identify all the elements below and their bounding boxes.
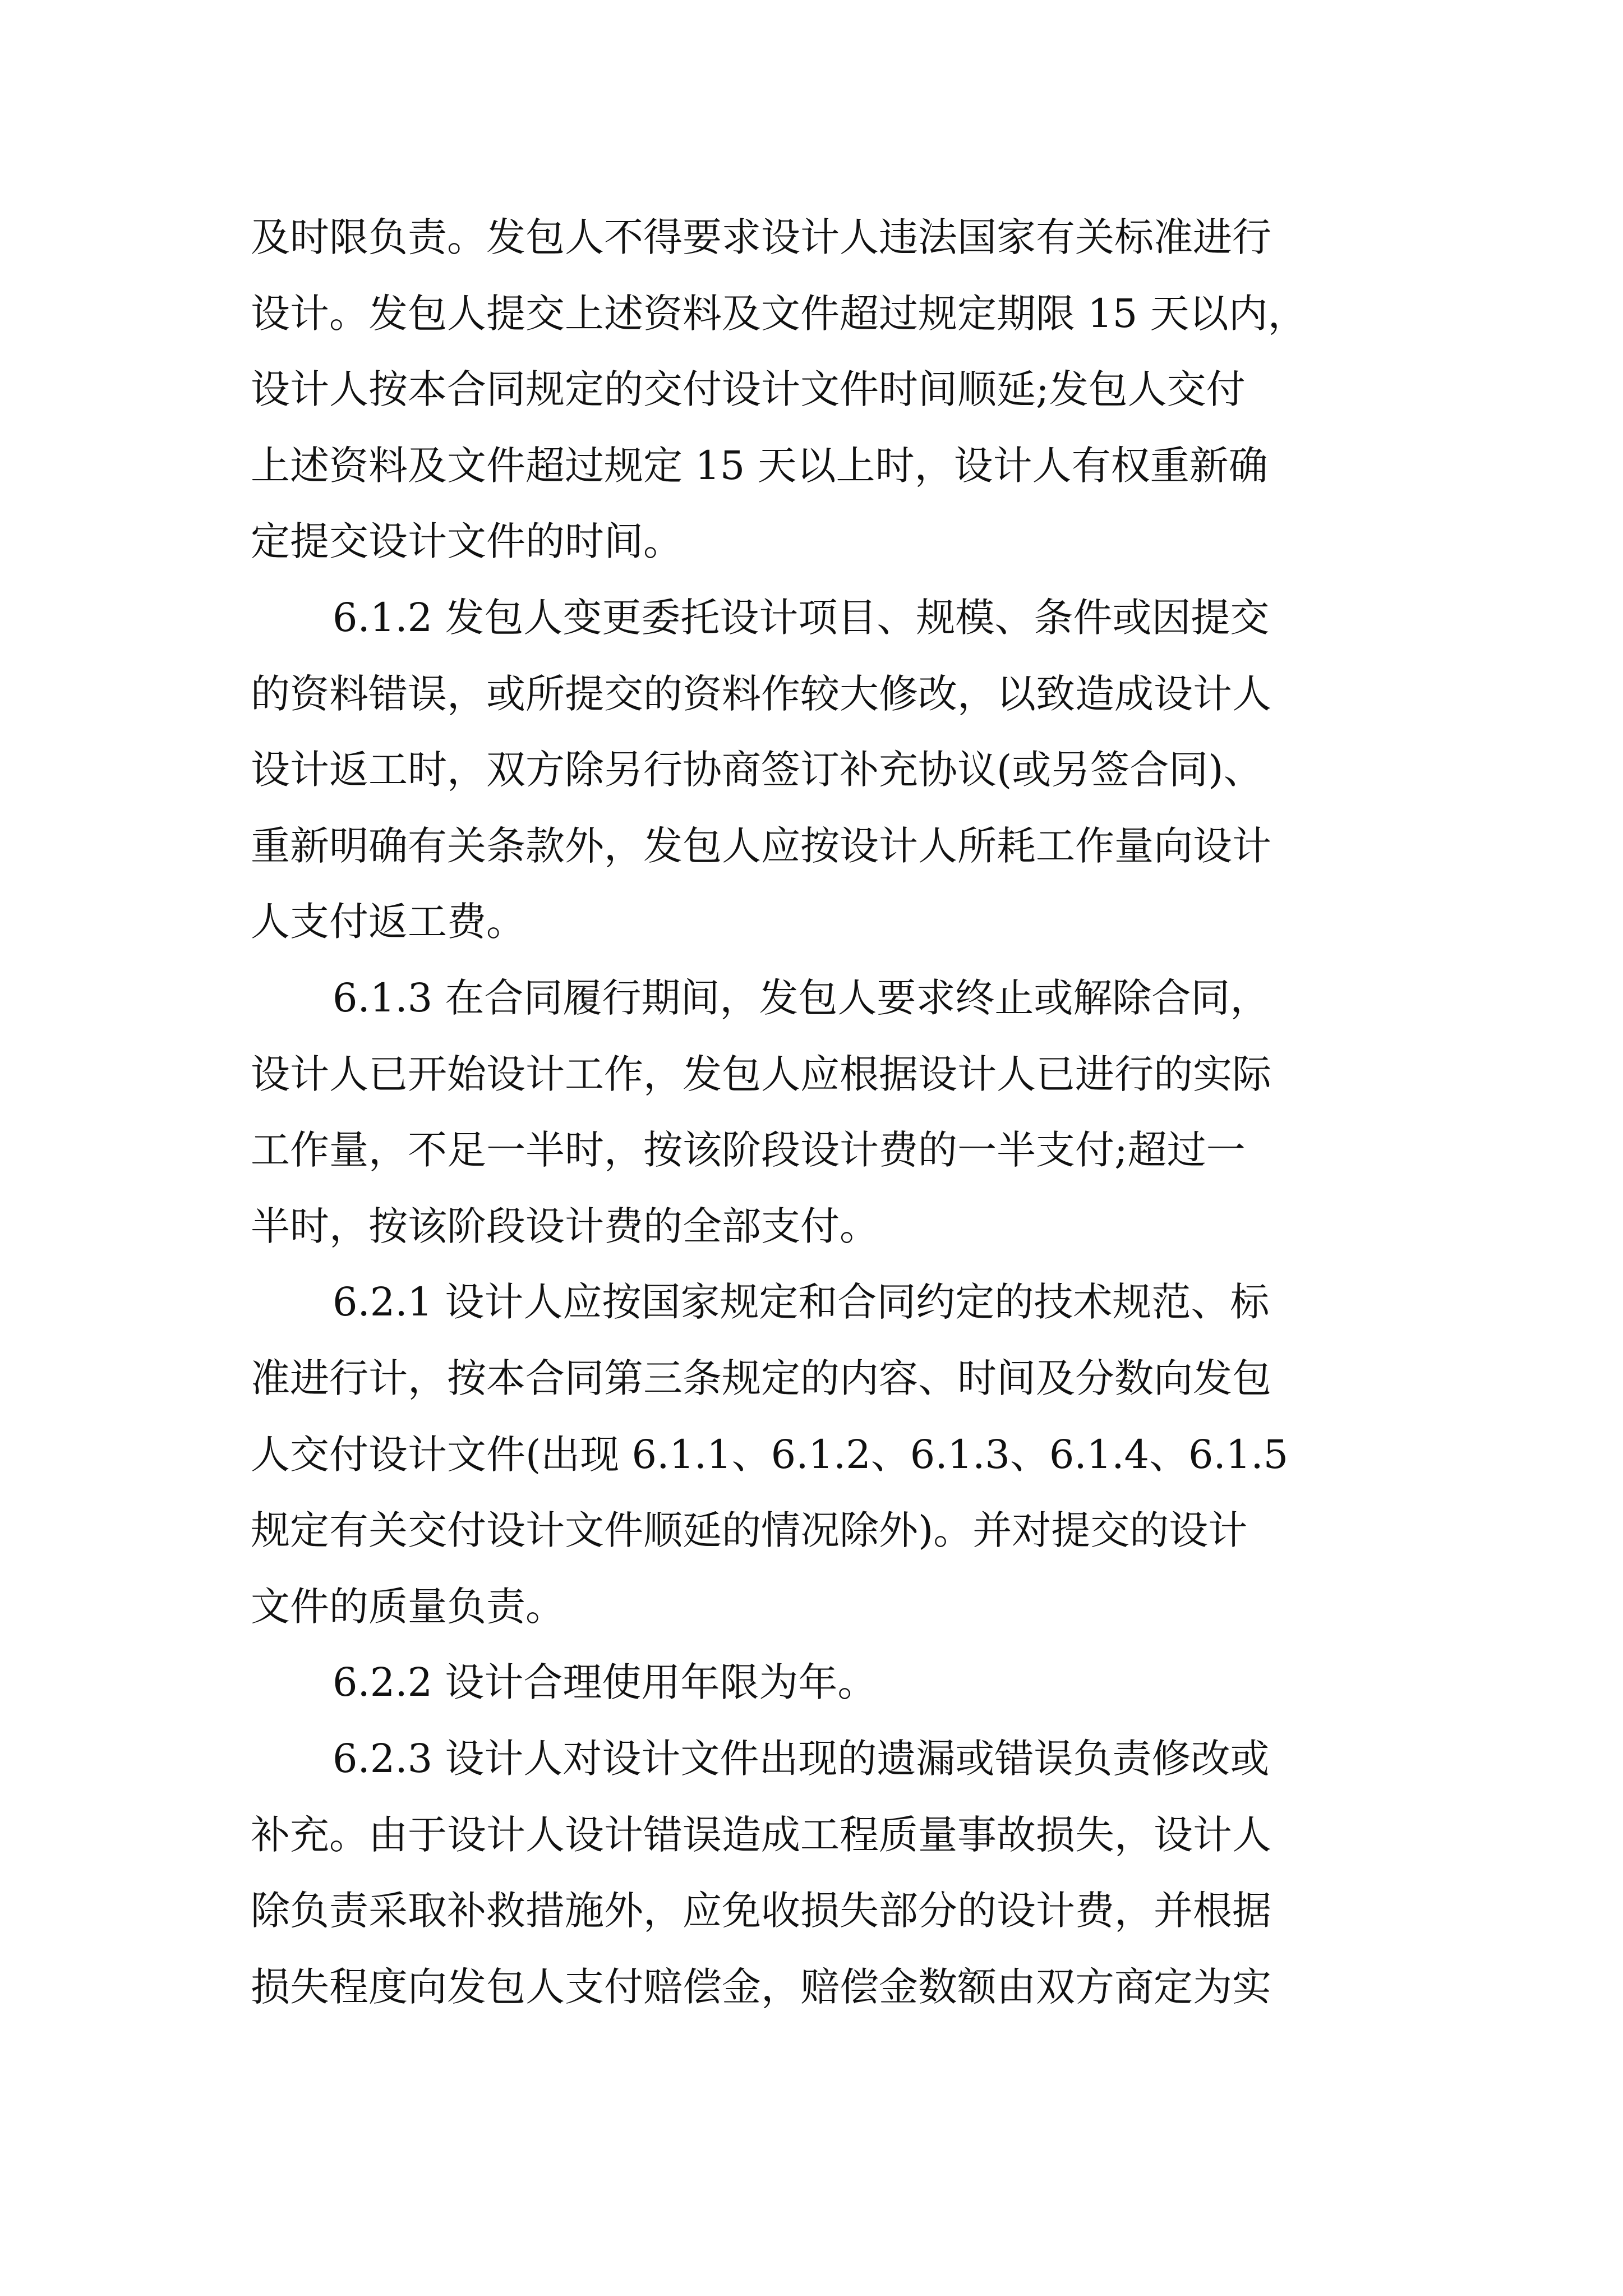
text-line: 设计人已开始设计工作，发包人应根据设计人已进行的实际 <box>251 1051 1271 1097</box>
text-line: 重新明确有关条款外，发包人应按设计人所耗工作量向设计 <box>251 823 1271 869</box>
text-line: 定提交设计文件的时间。 <box>251 518 683 564</box>
text-line: 设计。发包人提交上述资料及文件超过规定期限 15 天以内， <box>251 291 1307 337</box>
clause-6-2-3-line: 6.2.3 设计人对设计文件出现的遗漏或错误负责修改或 <box>333 1736 1270 1782</box>
text-line: 的资料错误，或所提交的资料作较大修改，以致造成设计人 <box>251 671 1271 717</box>
text-line: 工作量，不足一半时，按该阶段设计费的一半支付;超过一 <box>251 1127 1246 1173</box>
text-line: 补充。由于设计人设计错误造成工程质量事故损失，设计人 <box>251 1812 1271 1858</box>
text-line: 及时限负责。发包人不得要求设计人违法国家有关标准进行 <box>251 214 1271 260</box>
text-line: 半时，按该阶段设计费的全部支付。 <box>251 1203 879 1249</box>
text-line: 上述资料及文件超过规定 15 天以上时，设计人有权重新确 <box>251 443 1268 489</box>
text-line: 文件的质量负责。 <box>251 1584 565 1630</box>
clause-6-2-2-line: 6.2.2 设计合理使用年限为年。 <box>333 1659 877 1705</box>
text-line: 准进行计，按本合同第三条规定的内容、时间及分数向发包 <box>251 1355 1271 1401</box>
clause-6-2-1-line: 6.2.1 设计人应按国家规定和合同约定的技术规范、标 <box>333 1279 1270 1325</box>
text-line: 损失程度向发包人支付赔偿金，赔偿金数额由双方商定为实 <box>251 1964 1271 2010</box>
text-line: 人支付返工费。 <box>251 899 525 945</box>
clause-6-1-2-line: 6.1.2 发包人变更委托设计项目、规模、条件或因提交 <box>333 595 1270 641</box>
clause-6-1-3-line: 6.1.3 在合同履行期间，发包人要求终止或解除合同， <box>333 975 1270 1021</box>
text-line: 设计人按本合同规定的交付设计文件时间顺延;发包人交付 <box>251 366 1246 412</box>
text-line: 除负责采取补救措施外，应免收损失部分的设计费，并根据 <box>251 1888 1271 1934</box>
text-line: 设计返工时，双方除另行协商签订补充协议(或另签合同)、 <box>251 747 1263 793</box>
text-line: 规定有关交付设计文件顺延的情况除外)。并对提交的设计 <box>251 1507 1248 1553</box>
text-line: 人交付设计文件(出现 6.1.1、6.1.2、6.1.3、6.1.4、6.1.5 <box>251 1432 1289 1478</box>
